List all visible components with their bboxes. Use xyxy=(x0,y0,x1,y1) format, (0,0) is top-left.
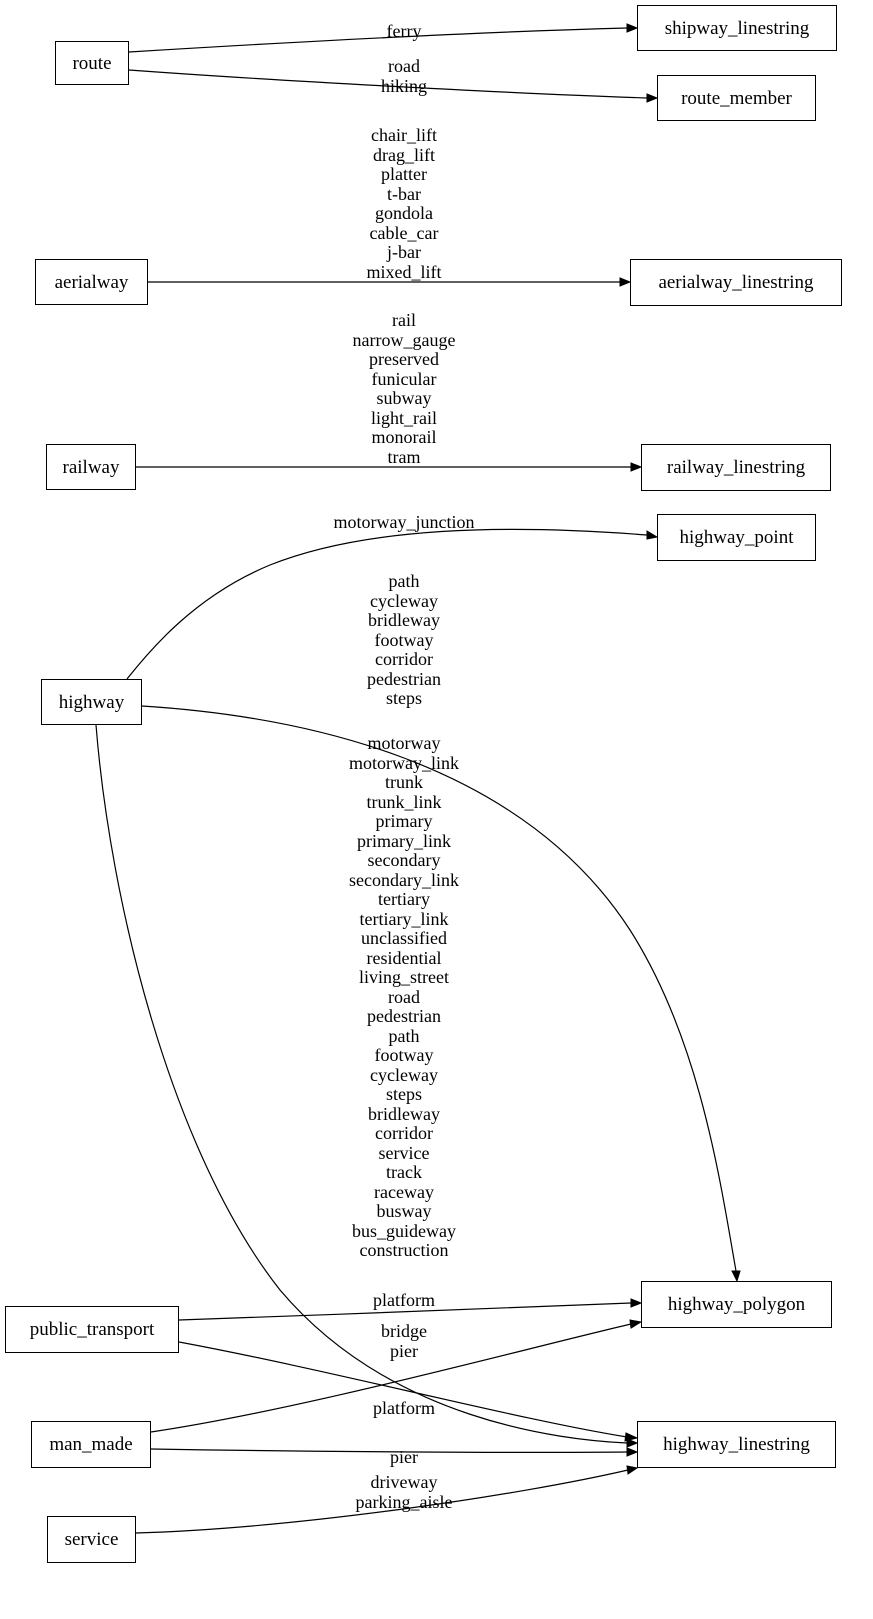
edge-label-highway-junction: motorway_junction xyxy=(333,512,475,532)
edge-label-pt-platform-2: platform xyxy=(373,1398,435,1418)
node-label: aerialway xyxy=(54,271,129,293)
node-railway[interactable] xyxy=(46,444,136,490)
node-service[interactable] xyxy=(47,1516,136,1563)
edge-label-aerialway-kinds: chair_lift drag_lift platter t-bar gondola cable_car j-bar mixed_lift xyxy=(366,125,442,282)
node-label: highway_polygon xyxy=(667,1294,806,1315)
node-highway-linestring[interactable] xyxy=(637,1421,836,1468)
node-label: service xyxy=(64,1529,119,1550)
node-man-made[interactable] xyxy=(31,1421,151,1468)
edge-mm-linestring xyxy=(151,1449,627,1452)
node-route[interactable] xyxy=(55,41,129,85)
edge-label-mm-bridge: bridge pier xyxy=(381,1321,427,1361)
node-label: railway xyxy=(62,456,120,478)
node-highway-polygon[interactable] xyxy=(641,1281,832,1328)
edge-label-route-road: road hiking xyxy=(380,56,428,96)
node-label: public_transport xyxy=(29,1319,155,1340)
edge-label-mm-pier: pier xyxy=(390,1447,418,1467)
node-aerialway-linestring[interactable] xyxy=(630,259,842,306)
node-aerialway[interactable] xyxy=(35,259,148,305)
edge-label-service-kinds: driveway parking_aisle xyxy=(355,1472,453,1512)
node-label: highway_linestring xyxy=(663,1434,810,1455)
node-label: aerialway_linestring xyxy=(658,272,814,293)
edge-label-railway-kinds: rail narrow_gauge preserved funicular subway light_rail monorail tram xyxy=(352,310,456,467)
edge-label-pt-platform: platform xyxy=(373,1290,435,1310)
node-label: route_member xyxy=(681,87,792,109)
node-railway-linestring[interactable] xyxy=(641,444,831,491)
node-label: shipway_linestring xyxy=(664,17,810,39)
node-shipway-linestring[interactable] xyxy=(637,5,837,51)
edge-label-highway-linestring-kinds: motorway motorway_link trunk trunk_link primary primary_link secondary secondary_link tertiary tertiary_link unclassified residential living_street road pedestrian path footway cycleway steps bridleway corridor service track raceway busway bus_guideway construction xyxy=(349,733,459,1260)
node-public-transport[interactable] xyxy=(5,1306,179,1353)
node-highway-point[interactable] xyxy=(657,514,816,561)
node-highway[interactable] xyxy=(41,679,142,725)
node-label: highway xyxy=(58,691,125,713)
edge-route-shipway xyxy=(129,28,627,52)
node-label: railway_linestring xyxy=(666,457,806,478)
edge-label-highway-polygon-kinds: path cycleway bridleway footway corridor pedestrian steps xyxy=(367,571,441,708)
node-label: route xyxy=(72,52,112,74)
node-label: highway_point xyxy=(679,527,794,548)
node-label: man_made xyxy=(49,1434,133,1455)
edge-label-route-ferry: ferry xyxy=(386,21,422,41)
node-route-member[interactable] xyxy=(657,75,816,121)
